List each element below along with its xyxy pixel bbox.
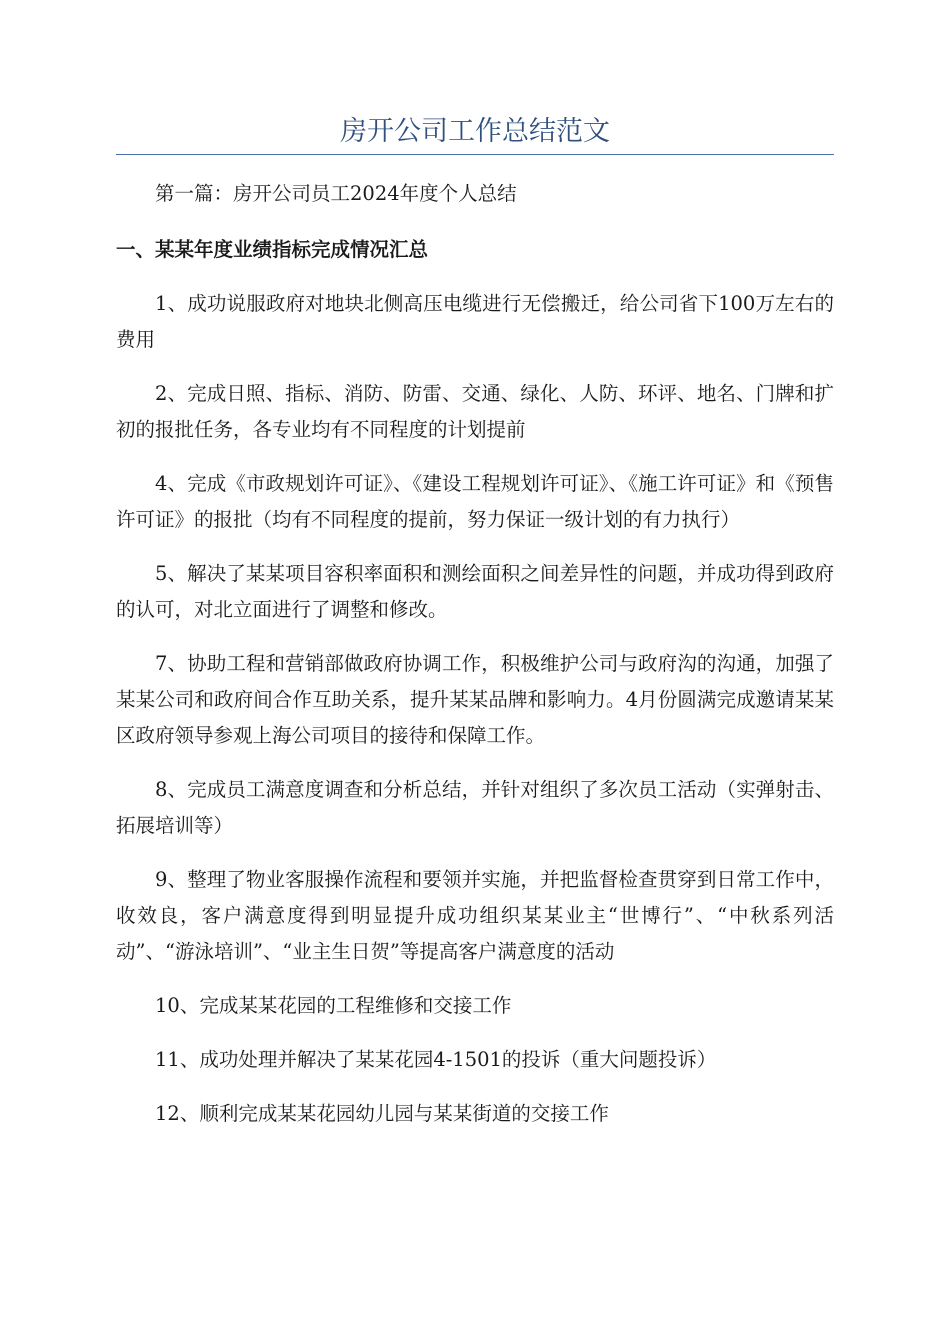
document-title: 房开公司工作总结范文 [340, 116, 610, 147]
list-item: 10、完成某某花园的工程维修和交接工作 [155, 994, 512, 1017]
document-subtitle: 第一篇：房开公司员工2024年度个人总结 [155, 182, 517, 205]
list-item: 11、成功处理并解决了某某花园4-1501的投诉（重大问题投诉） [155, 1048, 717, 1071]
list-item: 9、整理了物业客服操作流程和要领并实施，并把监督检查贯穿到日常工作中，收效良，客户满意度得到明显提升成功组织某某业主“世博行”、“中秋系列活动”、“游泳培训”、“业主生日贺”等提高客户满意度的活动 [116, 868, 834, 963]
list-item: 7、协助工程和营销部做政府协调工作，积极维护公司与政府沟的沟通，加强了某某公司和政府间合作互助关系，提升某某品牌和影响力。4月份圆满完成邀请某某区政府领导参观上海公司项目的接待和保障工作。 [116, 652, 834, 747]
document-body [116, 176, 834, 1150]
list-item: 4、完成《市政规划许可证》、《建设工程规划许可证》、《施工许可证》和《预售许可证》的报批（均有不同程度的提前，努力保证一级计划的有力执行） [116, 472, 834, 531]
list-item: 12、顺利完成某某花园幼儿园与某某街道的交接工作 [155, 1102, 609, 1125]
title-underline [116, 154, 834, 155]
list-item: 5、解决了某某项目容积率面积和测绘面积之间差异性的问题，并成功得到政府的认可，对北立面进行了调整和修改。 [116, 562, 834, 621]
list-item: 2、完成日照、指标、消防、防雷、交通、绿化、人防、环评、地名、门牌和扩初的报批任务，各专业均有不同程度的计划提前 [116, 382, 834, 441]
list-item: 8、完成员工满意度调查和分析总结，并针对组织了多次员工活动（实弹射击、拓展培训等） [116, 778, 834, 837]
list-item: 1、成功说服政府对地块北侧高压电缆进行无偿搬迁，给公司省下100万左右的费用 [116, 292, 834, 351]
section-heading: 一、某某年度业绩指标完成情况汇总 [116, 238, 429, 261]
